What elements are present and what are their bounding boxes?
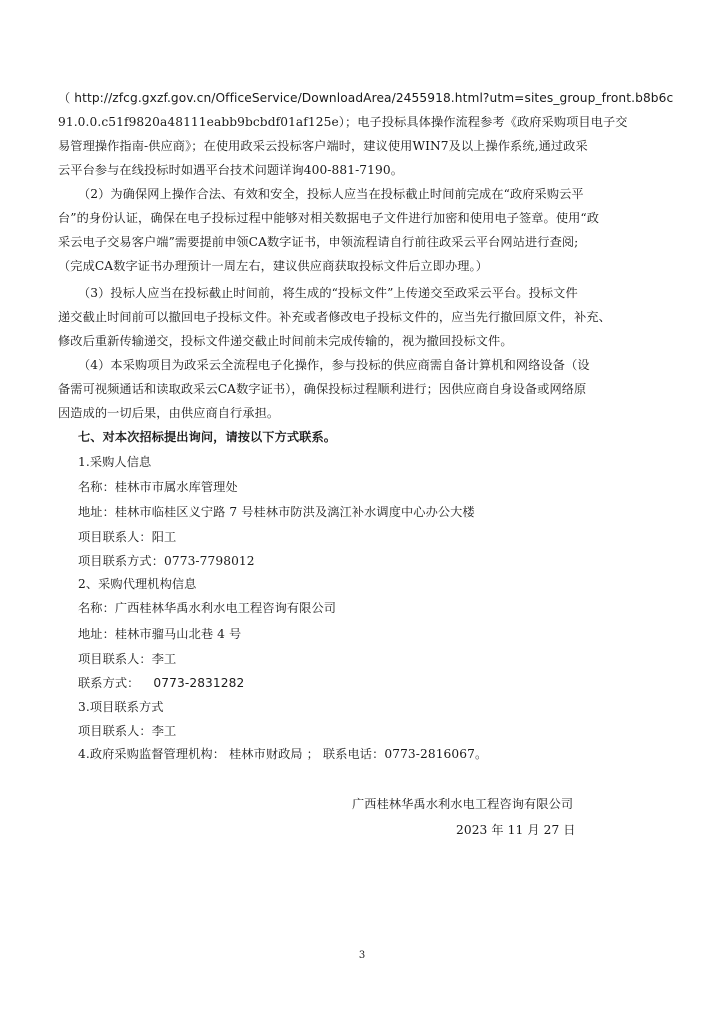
download-note-line: 91.0.0.c51f9820a48111eabb9bcbdf01af125e）；电子投标具体操作流程参考《政府采购项目电子交 (58, 115, 628, 129)
agency-title: 2、采购代理机构信息 (78, 577, 197, 591)
item-3-line: （3）投标人应当在投标截止时间前，将生成的“投标文件”上传递交至政采云平台。投标文件 (78, 286, 578, 300)
item-2-line: （2）为确保网上操作合法、有效和安全，投标人应当在投标截止时间前完成在“政府采购云平 (78, 187, 584, 201)
download-note-line: 易管理操作指南-供应商》；在使用政采云投标客户端时，建议使用WIN7及以上操作系统,通过政采 (58, 139, 588, 153)
item-2-line: 采云电子交易客户端”需要提前申领CA数字证书，申领流程请自行前往政采云平台网站进行查阅; (58, 235, 579, 249)
item-4-line: 备需可视频通话和读取政采云CA数字证书），确保投标过程顺利进行；因供应商自身设备或网络原 (58, 382, 587, 396)
item-4-line: （4）本采购项目为政采云全流程电子化操作，参与投标的供应商需自备计算机和网络设备（设 (78, 358, 590, 372)
agency-name: 名称：广西桂林华禹水利水电工程咨询有限公司 (78, 601, 337, 615)
download-note-line: 云平台参与在线投标时如遇平台技术问题详询400-881-7190。 (58, 163, 404, 177)
item-4-line: 因造成的一切后果，由供应商自行承担。 (58, 406, 280, 420)
agency-contact: 项目联系人：李工 (78, 652, 177, 666)
agency-phone-value: 0773-2831282 (153, 676, 245, 690)
signature-date: 2023 年 11 月 27 日 (456, 823, 576, 837)
agency-address: 地址：桂林市骝马山北巷 4 号 (78, 627, 242, 641)
supervision-info: 4.政府采购监督管理机构： 桂林市财政局 ； 联系电话：0773-2816067。 (78, 747, 488, 761)
item-3-line: 递交截止时间前可以撤回电子投标文件。补充或者修改电子投标文件的，应当先行撤回原文件，补充、 (58, 310, 611, 324)
page-number: 3 (358, 950, 366, 961)
project-contact: 项目联系人：李工 (78, 724, 177, 738)
download-note-line: （ http://zfcg.gxzf.gov.cn/OfficeService/DownloadArea/2455918.html?utm=sites_group_front.b8b6c (58, 91, 674, 105)
agency-phone-row (78, 673, 244, 693)
project-contact-title: 3.项目联系方式 (78, 700, 164, 714)
purchaser-contact: 项目联系人：阳工 (78, 530, 177, 544)
purchaser-address: 地址：桂林市临桂区义宁路 7 号桂林市防洪及漓江补水调度中心办公大楼 (78, 505, 475, 519)
agency-phone-label: 联系方式： (78, 676, 140, 690)
purchaser-phone: 项目联系方式：0773-7798012 (78, 554, 255, 568)
purchaser-name: 名称：桂林市市属水库管理处 (78, 480, 238, 494)
item-2-line: 台”的身份认证，确保在电子投标过程中能够对相关数据电子文件进行加密和使用电子签章。使用“政 (58, 211, 600, 225)
purchaser-title: 1.采购人信息 (78, 455, 152, 469)
signature-company: 广西桂林华禹水利水电工程咨询有限公司 (352, 797, 574, 811)
item-2-line: （完成CA数字证书办理预计一周左右，建议供应商获取投标文件后立即办理。） (58, 259, 489, 273)
section-seven-heading: 七、对本次招标提出询问，请按以下方式联系。 (78, 430, 337, 444)
item-3-line: 修改后重新传输递交，投标文件递交截止时间前未完成传输的，视为撤回投标文件。 (58, 334, 513, 348)
